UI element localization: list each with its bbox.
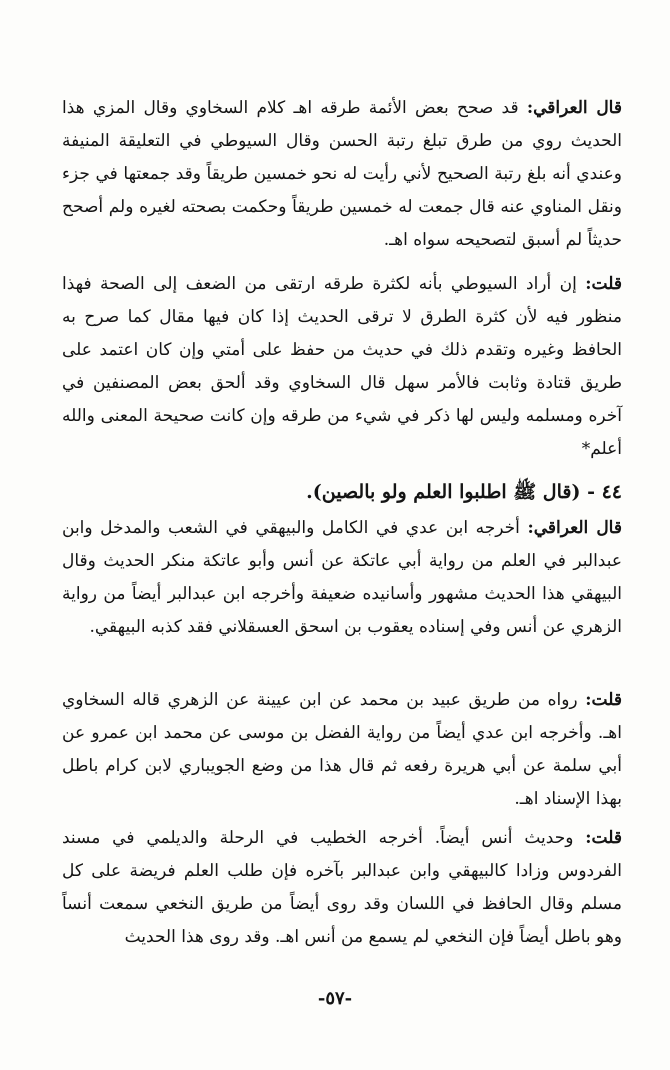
paragraph-body: إن أراد السيوطي بأنه لكثرة طرقه ارتقى من الضعف إلى الصحة فهذا منظور فيه لأن كثرة الطرق لا ترقى الحديث إذا كان فيها مقال كما صرح به الحافظ وغيره وتقدم ذلك في حديث من حفظ على أمتي وإن كان اعتمد على طريق قتادة وثابت فالأمر سهل قال السخاوي وقد ألحق بعض المصنفين في آخره ومسلمه وليس لها ذكر في شيء من طرقه وإن كانت صحيحة المعنى والله أعلم* <box>62 274 622 459</box>
paragraph-body: قد صحح بعض الأئمة طرقه اهـ كلام السخاوي وقال المزي هذا الحديث روي من طرق تبلغ رتبة الحسن وقال السيوطي في التعليقة المنيفة وعندي أنه بلغ رتبة الصحيح لأني رأيت له نحو خمسين طريقاً وقد جمعتها في جزء ونقل المناوي عنه قال جمعت له خمسين طريقاً وحكمت بصحته لغيره ولم أصحح حديثاً لم أسبق لتصحيحه سواه اهـ. <box>62 98 622 250</box>
paragraph-iraqi-1 <box>62 92 622 257</box>
paragraph-qultu-1 <box>62 268 622 466</box>
paragraph-lead: قال العراقي: <box>527 518 622 538</box>
paragraph-lead: قال العراقي: <box>526 98 622 118</box>
paragraph-lead: قلت: <box>585 828 622 848</box>
page-number: -٥٧- <box>317 988 353 1009</box>
paragraph-body: أخرجه ابن عدي في الكامل والبيهقي في الشعب والمدخل وابن عبدالبر في العلم من رواية أبي عاتكة عن أنس وأبو عاتكة منكر الحديث وقال البيهقي هذا الحديث مشهور وأسانيده ضعيفة وأخرجه ابن عبدالبر أيضاً من رواية الزهري عن أنس وفي إسناده يعقوب بن اسحق العسقلاني فقد كذبه البيهقي. <box>62 518 622 637</box>
hadith-heading-44: ٤٤ - (قال ﷺ اطلبوا العلم ولو بالصين). <box>306 481 622 503</box>
paragraph-body: رواه من طريق عبيد بن محمد عن ابن عيينة عن الزهري قاله السخاوي اهـ. وأخرجه ابن عدي أيضاً من رواية الفضل بن موسى عن محمد ابن عمرو عن أبي سلمة عن أبي هريرة رفعه ثم قال هذا من وضع الجويباري لابن كرام باطل بهذا الإسناد اهـ. <box>62 690 622 809</box>
paragraph-qultu-2 <box>62 684 622 816</box>
paragraph-body: وحديث أنس أيضاً. أخرجه الخطيب في الرحلة والديلمي في مسند الفردوس وزادا كالبيهقي وابن عبدالبر بآخره فإن طلب العلم فريضة على كل مسلم وقال الحافظ في اللسان وقد روى أيضاً من طريق النخعي سمعت أنساً وهو باطل أيضاً فإن النخعي لم يسمع من أنس اهـ. وقد روى هذا الحديث <box>62 828 622 947</box>
paragraph-qultu-3 <box>62 822 622 954</box>
paragraph-lead: قلت: <box>585 690 622 710</box>
paragraph-iraqi-2 <box>62 512 622 644</box>
paragraph-lead: قلت: <box>585 274 622 294</box>
